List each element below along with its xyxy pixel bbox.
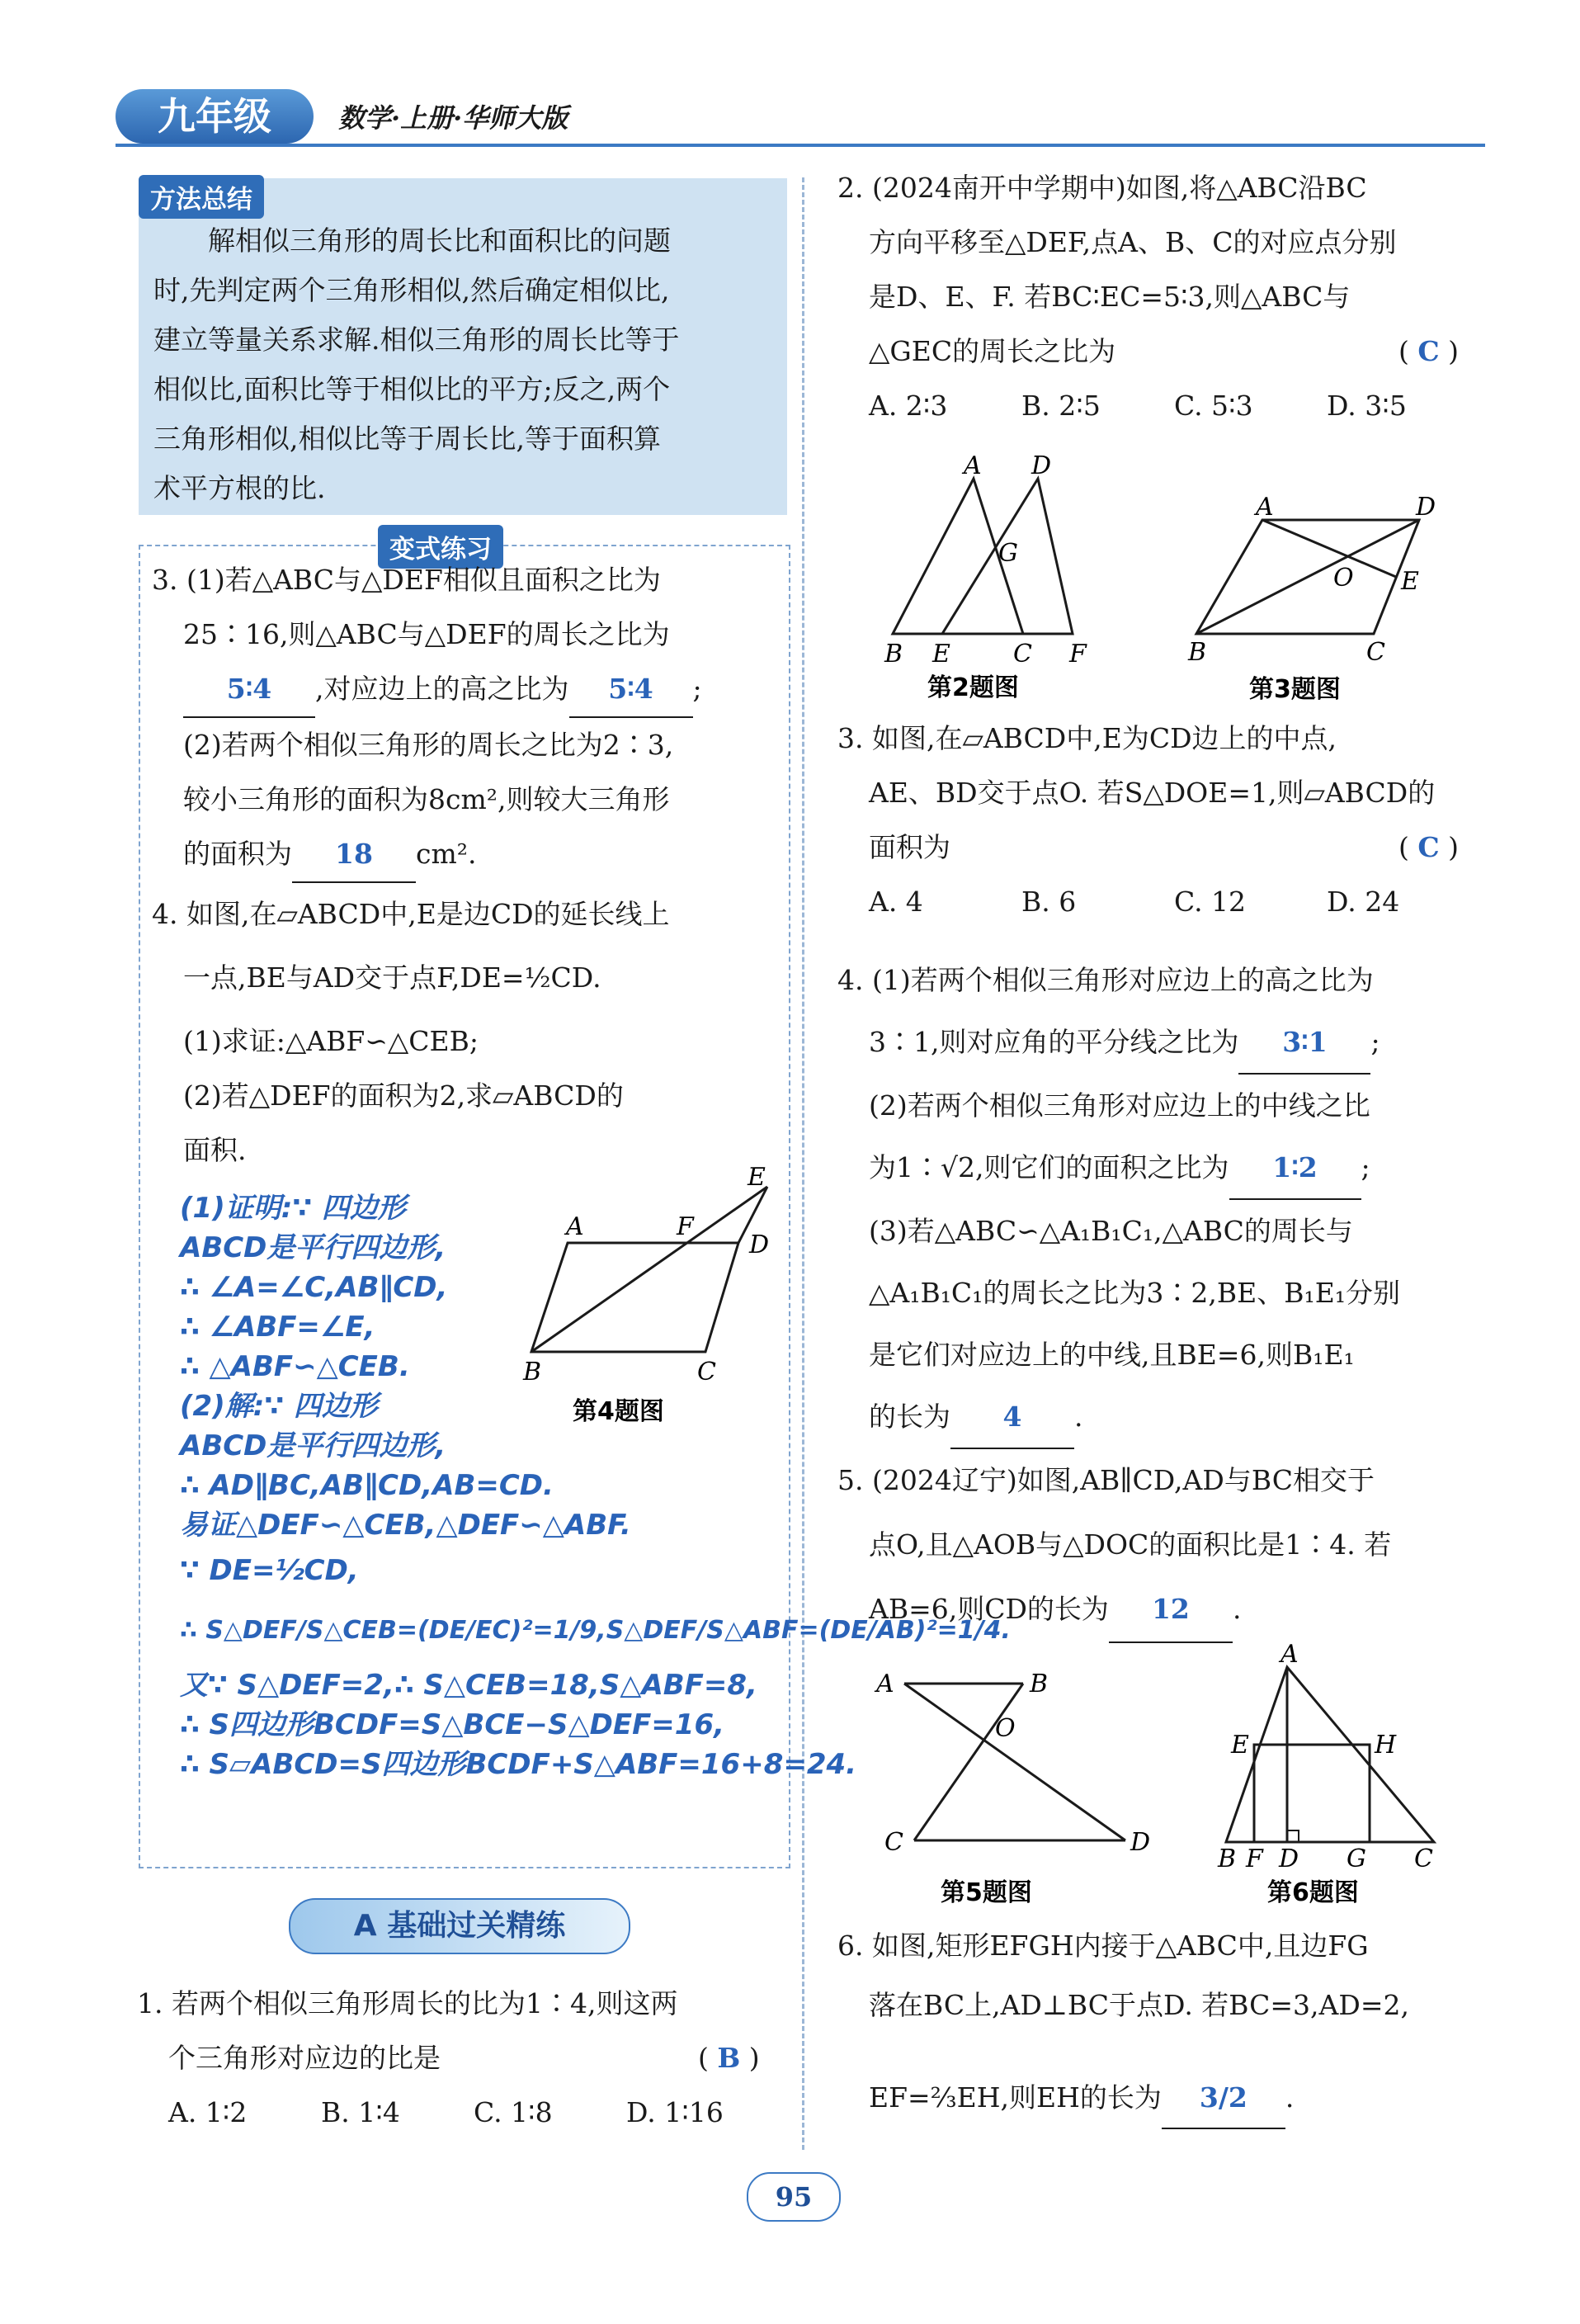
- answer-blank: 3/2: [1162, 2068, 1285, 2129]
- v-q3-text: ,对应边上的高之比为: [315, 673, 569, 705]
- solution-line: ∴ S四边形BCDF=S△BCE−S△DEF=16,: [180, 1708, 725, 1741]
- r-q6-line: 落在BC上,AD⊥BC于点D. 若BC=3,AD=2,: [869, 1989, 1409, 2021]
- r-q5-line: 5. (2024辽宁)如图,AB∥CD,AD与BC相交于: [837, 1464, 1375, 1496]
- r-q4-text: 为1∶√2,则它们的面积之比为: [869, 1151, 1229, 1183]
- svg-text:F: F: [1069, 640, 1087, 668]
- option: A. 2∶3: [869, 390, 948, 422]
- method-summary-tag: 方法总结: [139, 175, 264, 219]
- solution-line: ABCD是平行四边形,: [180, 1231, 446, 1264]
- a-q1-text: 个三角形对应边的比是: [168, 2042, 441, 2074]
- method-line: 相似比,面积比等于相似比的平方;反之,两个: [153, 373, 671, 405]
- svg-text:G: G: [998, 539, 1018, 568]
- svg-text:C: C: [1366, 638, 1385, 667]
- svg-text:H: H: [1375, 1731, 1397, 1760]
- solution-line: ∴ ∠ABF=∠E,: [180, 1311, 375, 1344]
- method-line: 解相似三角形的周长比和面积比的问题: [208, 224, 671, 257]
- svg-text:A: A: [876, 1670, 894, 1698]
- r-q2-options: [837, 379, 1407, 433]
- r-q4-line: (2)若两个相似三角形对应边上的中线之比: [869, 1089, 1370, 1122]
- r-q2-line4: △GEC的周长之比为 ( C ): [869, 335, 1460, 367]
- v-q3-line3: [152, 662, 702, 718]
- r-q2: [837, 161, 1460, 433]
- section-a-banner: A 基础过关精练: [289, 1898, 630, 1954]
- v-q3: [152, 553, 702, 883]
- r-q6-text: EF=⅔EH,则EH的长为: [869, 2081, 1162, 2114]
- option: C. 12: [1174, 886, 1247, 918]
- solution-line: ∵ DE=½CD,: [180, 1554, 359, 1587]
- method-summary-text: [153, 216, 781, 513]
- v-q3-line: 25∶16,则△ABC与△DEF的周长之比为: [183, 618, 670, 650]
- figure-6-caption: 第6题图: [1267, 1878, 1359, 1907]
- svg-text:D: D: [749, 1230, 770, 1259]
- solution-line: ∴ ∠A=∠C,AB∥CD,: [180, 1271, 448, 1304]
- v-q4-line: 面积.: [183, 1134, 247, 1166]
- figure-5-caption: 第5题图: [941, 1878, 1032, 1907]
- page-number: 95: [747, 2172, 841, 2222]
- figure-6: [1205, 1640, 1452, 1911]
- v-q4-line: 一点,BE与AD交于点F,DE=½CD.: [183, 961, 601, 994]
- r-q4-line: (3)若△ABC∽△A₁B₁C₁,△ABC的周长与: [869, 1215, 1353, 1247]
- r-q3-line: AE、BD交于点O. 若S△DOE=1,则▱ABCD的: [869, 777, 1436, 809]
- r-q6-line: 6. 如图,矩形EFGH内接于△ABC中,且边FG: [837, 1930, 1369, 1962]
- svg-text:O: O: [995, 1714, 1016, 1743]
- v-q4: [152, 887, 670, 1178]
- v-q4-line: 4. 如图,在▱ABCD中,E是边CD的延长线上: [152, 898, 670, 930]
- solution-line: (1)证明:∵ 四边形: [180, 1192, 406, 1225]
- option: D. 24: [1327, 886, 1400, 918]
- figure-4: [512, 1164, 784, 1436]
- v-q3-line6: [152, 827, 702, 883]
- v-q4-line: (1)求证:△ABF∽△CEB;: [183, 1025, 479, 1057]
- svg-text:E: E: [932, 640, 950, 668]
- method-line: 术平方根的比.: [153, 472, 326, 504]
- v-q3-text: cm².: [416, 838, 477, 870]
- r-q4-line4: 为1∶√2,则它们的面积之比为 1∶2 ;: [837, 1136, 1400, 1200]
- answer-blank: 5∶4: [569, 662, 693, 718]
- a-q1-options: [137, 2085, 724, 2140]
- r-q4-text: 的长为: [869, 1401, 950, 1433]
- r-q3-text: 面积为: [869, 831, 950, 863]
- r-q4-line: △A₁B₁C₁的周长之比为3∶2,BE、B₁E₁分别: [869, 1277, 1401, 1309]
- variant-practice-tag: 变式练习: [378, 525, 503, 569]
- option: D. 1∶16: [626, 2096, 724, 2128]
- option: C. 5∶3: [1174, 390, 1253, 422]
- svg-text:D: D: [1416, 493, 1436, 522]
- r-q3: [837, 711, 1460, 929]
- option: B. 6: [1021, 886, 1077, 918]
- v-q3-text: 的面积为: [183, 838, 292, 870]
- r-q4-line2: 3∶1,则对应角的平分线之比为 3∶1 ;: [837, 1011, 1400, 1075]
- svg-text:D: D: [1031, 451, 1052, 480]
- r-q6: [837, 1916, 1409, 2129]
- svg-text:D: D: [1279, 1845, 1299, 1873]
- method-line: 三角形相似,相似比等于周长比,等于面积算: [153, 423, 661, 455]
- svg-text:C: C: [1414, 1845, 1433, 1873]
- svg-text:D: D: [1130, 1828, 1151, 1857]
- svg-text:F: F: [1246, 1845, 1263, 1873]
- book-subtitle: 数学·上册·华师大版: [338, 102, 568, 134]
- r-q3-options: [837, 875, 1435, 929]
- r-q2-line: 是D、E、F. 若BC∶EC=5∶3,则△ABC与: [869, 281, 1351, 313]
- figure-3-caption: 第3题图: [1249, 675, 1341, 704]
- answer-blank: 18: [292, 827, 416, 883]
- figure-4-caption: 第4题图: [573, 1397, 664, 1426]
- figure-2-caption: 第2题图: [927, 673, 1019, 702]
- answer-blank: 1∶2: [1229, 1136, 1361, 1200]
- option: A. 4: [869, 886, 923, 918]
- a-q1-line2: 个三角形对应边的比是 ( B ): [168, 2042, 760, 2074]
- option: B. 2∶5: [1021, 390, 1101, 422]
- svg-text:F: F: [677, 1212, 694, 1241]
- svg-text:A: A: [1281, 1640, 1299, 1669]
- option: C. 1∶8: [474, 2096, 553, 2128]
- solution-line: ∴ AD∥BC,AB∥CD,AB=CD.: [180, 1469, 554, 1502]
- v-q3-line: 3. (1)若△ABC与△DEF相似且面积之比为: [152, 564, 661, 596]
- solution-line: 易证△DEF∽△CEB,△DEF∽△ABF.: [180, 1509, 631, 1542]
- answer-choice: C: [1417, 831, 1440, 863]
- svg-text:A: A: [566, 1212, 584, 1241]
- answer-choice: B: [717, 2042, 741, 2074]
- svg-text:B: B: [1218, 1845, 1237, 1873]
- figure-5: [875, 1659, 1151, 1911]
- solution-line: ∴ S△DEF/S△CEB=(DE/EC)²=1/9,S△DEF/S△ABF=(DE/AB)²=1/4.: [180, 1616, 1011, 1645]
- r-q2-line: 2. (2024南开中学期中)如图,将△ABC沿BC: [837, 172, 1367, 204]
- answer-blank: 4: [950, 1386, 1074, 1449]
- answer-choice: C: [1417, 335, 1440, 367]
- option: B. 1∶4: [321, 2096, 400, 2128]
- r-q4-text: 3∶1,则对应角的平分线之比为: [869, 1026, 1239, 1058]
- answer-blank: 3∶1: [1238, 1011, 1370, 1075]
- v-q3-text: ;: [692, 673, 702, 705]
- v-q3-line: (2)若两个相似三角形的周长之比为2∶3,: [183, 729, 674, 761]
- svg-text:B: B: [1030, 1670, 1049, 1698]
- svg-text:B: B: [884, 640, 903, 668]
- r-q5: [837, 1448, 1391, 1643]
- r-q4: [837, 949, 1400, 1449]
- svg-text:C: C: [697, 1358, 716, 1386]
- solution-line: ABCD是平行四边形,: [180, 1429, 446, 1462]
- column-divider: [802, 177, 804, 2150]
- r-q4-line: 4. (1)若两个相似三角形对应边上的高之比为: [837, 964, 1374, 996]
- svg-text:E: E: [1401, 567, 1419, 596]
- r-q3-line3: 面积为 ( C ): [869, 831, 1460, 863]
- v-q4-line: (2)若△DEF的面积为2,求▱ABCD的: [183, 1079, 624, 1112]
- figure-2: [875, 452, 1122, 708]
- answer-blank: 12: [1109, 1577, 1233, 1643]
- r-q4-line: 是它们对应边上的中线,且BE=6,则B₁E₁: [869, 1339, 1355, 1371]
- svg-text:C: C: [884, 1828, 903, 1857]
- r-q4-line8: 的长为 4 .: [837, 1386, 1400, 1449]
- v-q3-line: 较小三角形的面积为8cm²,则较大三角形: [183, 783, 670, 815]
- svg-text:B: B: [1188, 638, 1207, 667]
- r-q5-line3: AB=6,则CD的长为 12 .: [837, 1577, 1391, 1643]
- answer-blank: 5∶4: [183, 662, 315, 718]
- r-q5-line: 点O,且△AOB与△DOC的面积比是1∶4. 若: [869, 1528, 1392, 1561]
- option: D. 3∶5: [1327, 390, 1407, 422]
- svg-text:E: E: [748, 1163, 766, 1192]
- solution-line: 又∵ S△DEF=2,∴ S△CEB=18,S△ABF=8,: [180, 1669, 757, 1702]
- method-line: 建立等量关系求解.相似三角形的周长比等于: [153, 324, 680, 356]
- r-q6-line3: EF=⅔EH,则EH的长为 3/2 .: [837, 2068, 1409, 2129]
- r-q5-text: AB=6,则CD的长为: [869, 1593, 1109, 1625]
- r-q3-line: 3. 如图,在▱ABCD中,E为CD边上的中点,: [837, 722, 1337, 754]
- solution-line: ∴ △ABF∽△CEB.: [180, 1350, 410, 1383]
- svg-text:C: C: [1013, 640, 1032, 668]
- svg-text:A: A: [964, 451, 982, 480]
- a-q1-line: 1. 若两个相似三角形周长的比为1∶4,则这两: [137, 1987, 678, 2019]
- svg-text:O: O: [1333, 564, 1354, 593]
- r-q2-text: △GEC的周长之比为: [869, 335, 1116, 367]
- method-line: 时,先判定两个三角形相似,然后确定相似比,: [153, 274, 670, 306]
- figure-3: [1172, 495, 1469, 708]
- solution-line: (2)解:∵ 四边形: [180, 1390, 378, 1423]
- svg-text:A: A: [1256, 493, 1274, 522]
- header-rule: [116, 144, 1485, 147]
- svg-text:B: B: [523, 1358, 542, 1386]
- grade-badge: 九年级: [116, 89, 314, 144]
- svg-text:G: G: [1347, 1845, 1366, 1873]
- solution-line: ∴ S▱ABCD=S四边形BCDF+S△ABF=16+8=24.: [180, 1748, 857, 1781]
- r-q2-line: 方向平移至△DEF,点A、B、C的对应点分别: [869, 226, 1397, 258]
- svg-text:E: E: [1231, 1731, 1249, 1760]
- option: A. 1∶2: [168, 2096, 248, 2128]
- a-q1: [137, 1977, 760, 2140]
